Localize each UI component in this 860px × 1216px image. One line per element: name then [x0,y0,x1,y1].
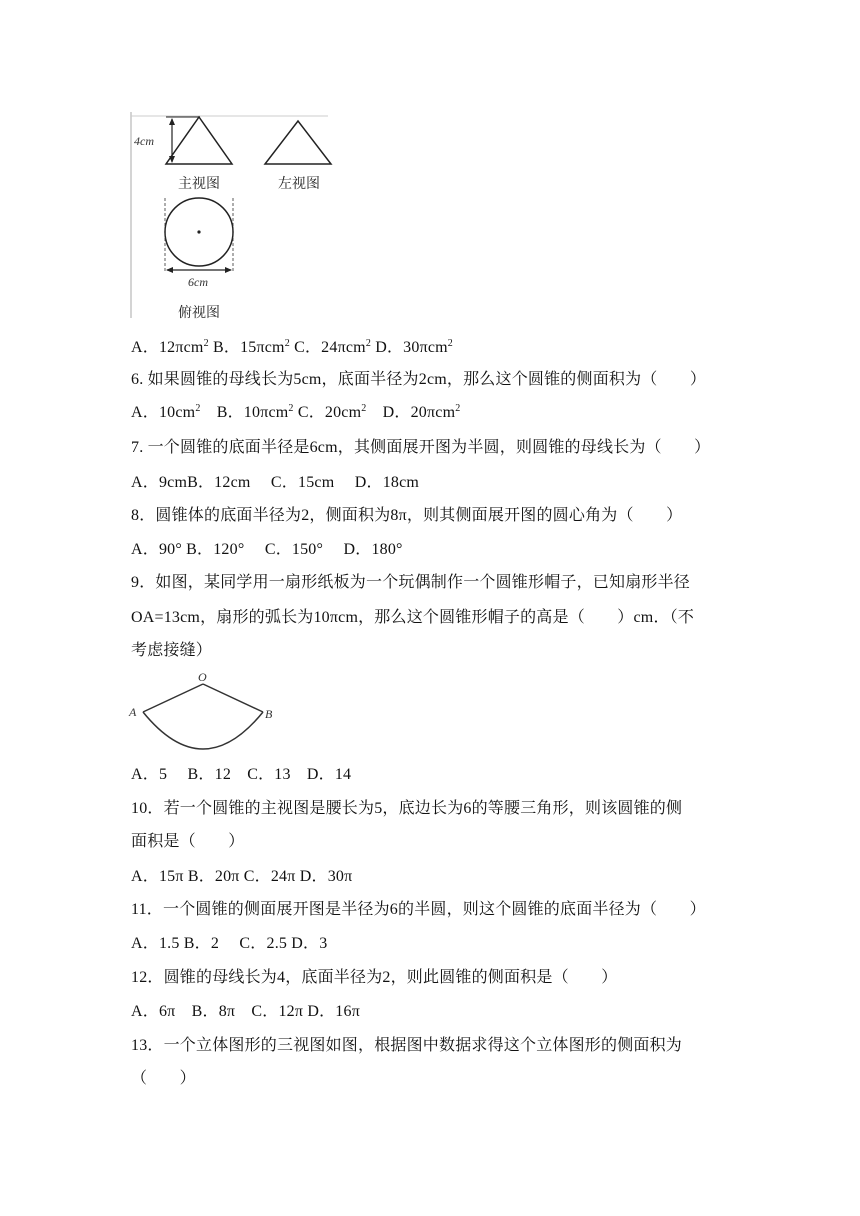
q5-option-c: C．24πcm [289,339,366,356]
q8-stem: 8．圆锥体的底面半径为2，侧面积为8π，则其侧面展开图的圆心角为（ ） [131,507,683,524]
three-views-figure [128,112,338,322]
q11-stem: 11．一个圆锥的侧面展开图是半径为6的半圆，则这个圆锥的底面半径为（ ） [131,901,706,918]
q5-options: A．12πcm$^2$ B．15πcm$^2$ C．24πcm$^2$ D．30πcm$^2$ [131,338,453,356]
q7-options: A．9cmB．12cm C．15cm D．18cm [131,474,420,491]
q12-stem: 12．圆锥的母线长为4，底面半径为2，则此圆锥的侧面积是（ ） [131,969,618,986]
width-label: 6cm [188,275,208,289]
q13-line-2: （ ） [131,1070,196,1087]
q6-option-c: C．20cm [293,404,362,421]
left-view-caption: 左视图 [278,176,320,192]
q6-stem: 6. 如果圆锥的母线长为5cm，底面半径为2cm，那么这个圆锥的侧面积为（ ） [131,371,707,388]
top-view-caption: 俯视图 [178,305,220,321]
q9-options: A．5 B．12 C．13 D．14 [131,766,352,783]
q6-option-d: D．20πcm [366,404,456,421]
q5-option-d: D．30πcm [371,339,448,356]
q6-option-a: A．10cm [131,404,196,421]
q12-options: A．6π B．8π C．12π D．16π [131,1003,360,1020]
q9-line-1: 9．如图，某同学用一扇形纸板为一个玩偶制作一个圆锥形帽子，已知扇形半径 [131,574,691,591]
q11-options: A．1.5 B．2 C．2.5 D．3 [131,935,328,952]
q8-options: A．90° B．120° C．150° D．180° [131,541,403,558]
q10-options: A．15π B．20π C．24π D．30π [131,868,353,885]
label-b: B [265,707,273,721]
q10-line-1: 10．若一个圆锥的主视图是腰长为5，底边长为6的等腰三角形，则该圆锥的侧 [131,800,683,817]
q5-option-a: A．12πcm [131,339,204,356]
q9-line-3: 考虑接缝） [131,642,213,659]
q6-options: A．$10cm^2$ B．10πcm$^2$ C．$20cm^2$ D．20πcm$^2$ [131,403,461,421]
height-label: 4cm [134,134,154,148]
sector-figure [125,668,285,758]
q10-line-2: 面积是（ ） [131,833,245,850]
front-view-caption: 主视图 [178,176,220,192]
q5-option-b: B．15πcm [208,339,285,356]
q13-line-1: 13．一个立体图形的三视图如图，根据图中数据求得这个立体图形的侧面积为 [131,1037,683,1054]
label-o: O [198,670,207,684]
q6-option-b: B．10πcm [200,404,289,421]
q9-line-2: OA=13cm，扇形的弧长为10πcm，那么这个圆锥形帽子的高是（ ）cm．（不 [131,609,695,626]
label-a: A [129,705,137,719]
q7-stem: 7. 一个圆锥的底面半径是6cm，其侧面展开图为半圆，则圆锥的母线长为（ ） [131,439,711,456]
